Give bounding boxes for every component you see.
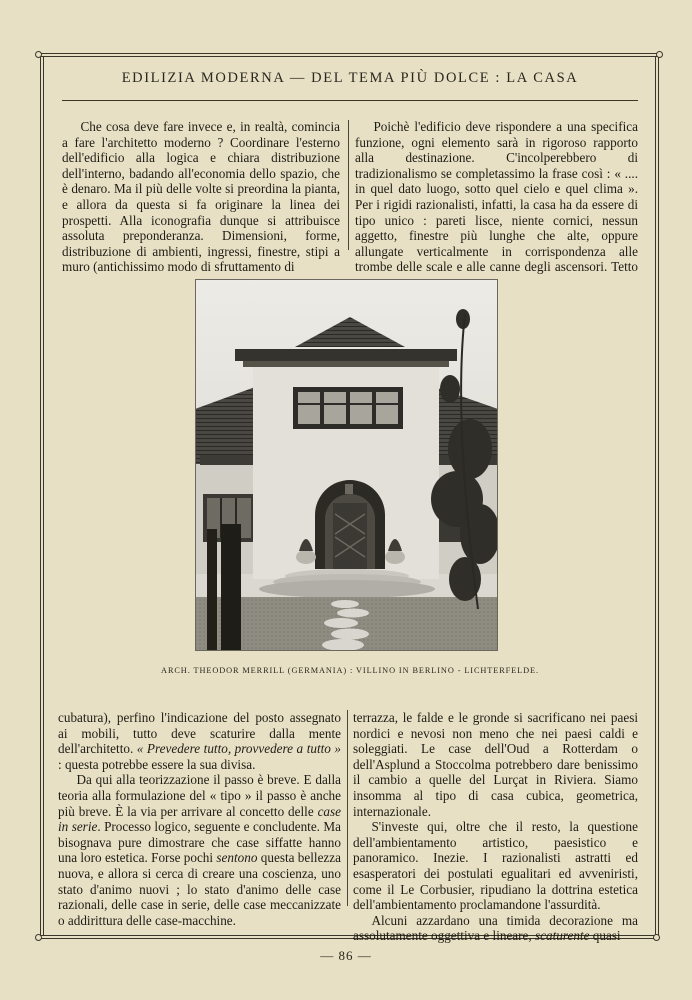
text-run: questa bellezza nuova, e allora si cerca di creare una coscienza, uno stato d'animo nuovi ; lo stato d'animo delle case razionali, delle case in serie, delle case meccanizzate o addirittura delle case-macchine. [58, 850, 341, 928]
text-run: . Processo logico, seguente e concludente. Ma bisognava pure dimostrare che case siffatte hanno una loro estetica. Forse pochi [58, 819, 341, 866]
text-column-bottom-left [58, 710, 341, 928]
italic-quote: « Prevedere tutto, provvedere a tutto » [136, 741, 342, 757]
frame-top-rule [40, 53, 658, 54]
text-run: cubatura), perfino l'indicazione del posto assegnato ai mobili, tutto deve scaturire dalla mente dell'architetto. [58, 710, 341, 757]
paragraph: terrazza, le falde e le gronde si sacrificano nei paesi nordici e nevosi non meno che nei paesi caldi e soleggiati. Le case dell'Oud a Rotterdam o dell'Asplund a Stoccolma potrebbero dare benissimo il cambio a quelle del Lurçat in Riviera. Siamo insomma al tipo di casa cubica, geometrica, internazionale. [353, 710, 638, 819]
text-run: : questa potrebbe essere la sua divisa. [58, 756, 256, 772]
frame-corner-ornament [35, 934, 42, 941]
text-run: Da qui alla teorizzazione il passo è breve. E dalla teoria alla formulazione del « tipo » il passo è anche più breve. È la via per arrivare al concetto delle [58, 772, 341, 819]
paragraph: Poichè l'edificio deve rispondere a una specifica funzione, ogni elemento sarà in rigoroso rapporto alla destinazione. C'incolperebbero di tradizionalismo se completassimo la frase così : « .... in quel dato luogo, sotto quel cielo e quel clima ». Per i rigidi razionalisti, infatti, la casa ha da essere di tipo unico : pareti lisce, niente cornici, nessun aggetto, finestre più lunghe che alte, oppure allungate verticalmente in corrispondenza alle trombe delle scale e alle canne degli ascensori. Tetto [355, 119, 638, 275]
paragraph [58, 772, 341, 928]
paragraph [58, 710, 341, 772]
frame-left-rule-inner [43, 57, 44, 935]
frame-right-rule-inner [655, 57, 656, 935]
frame-top-rule-inner [40, 56, 658, 57]
house-photograph [195, 279, 498, 651]
italic-term: scaturente [535, 928, 590, 944]
header-underline [62, 100, 638, 101]
paragraph: Che cosa deve fare invece e, in realtà, comincia a fare l'architetto moderno ? Coordinare l'esterno dell'edificio alla logica e chiara distribuzione dell'interno, badando all'economia dello spazio, che è denaro. Ma il più delle volte si preordina la pianta, e allora da questa si fa originare la linea dei prospetti. Alla iconografia dunque si attribuisce assoluta preponderanza. Dimensioni, forme, distribuzione di ambienti, ingressi, finestre, stipi a muro (antichissimo modo di sfruttamento di [62, 119, 340, 275]
running-header: EDILIZIA MODERNA — DEL TEMA PIÙ DOLCE : LA CASA [121, 70, 579, 86]
column-divider [347, 710, 348, 906]
text-run: quasi [589, 928, 621, 944]
text-column-top-left [62, 119, 340, 275]
text-column-top-right [355, 119, 638, 291]
text-column-bottom-right [353, 710, 638, 944]
paragraph [353, 913, 638, 944]
column-divider [348, 120, 349, 250]
frame-right-rule [658, 54, 659, 938]
frame-left-rule [40, 54, 41, 938]
villa-illustration [195, 279, 498, 651]
frame-corner-ornament [653, 934, 660, 941]
frame-corner-ornament [35, 51, 42, 58]
paragraph: S'investe qui, oltre che il resto, la questione dell'ambientamento artistico, paesistico e panoramico. Inezie. I razionalisti astratti ed esasperatori dei postulati egualitari ed avveniristi, come il Le Corbusier, ripudiano la dottrina estetica dell'ambientamento proclamandone l'assurdità. [353, 819, 638, 913]
photo-caption: ARCH. THEODOR MERRILL (GERMANIA) : VILLINO IN BERLINO - LICHTERFELDE. [161, 666, 539, 675]
italic-term: sentono [216, 850, 258, 866]
frame-corner-ornament [656, 51, 663, 58]
page-number: — 86 — [320, 948, 372, 963]
text-run: Alcuni azzardano una timida decorazione ma assolutamente oggettiva e lineare, [353, 912, 638, 944]
italic-term: case in serie [58, 803, 341, 835]
